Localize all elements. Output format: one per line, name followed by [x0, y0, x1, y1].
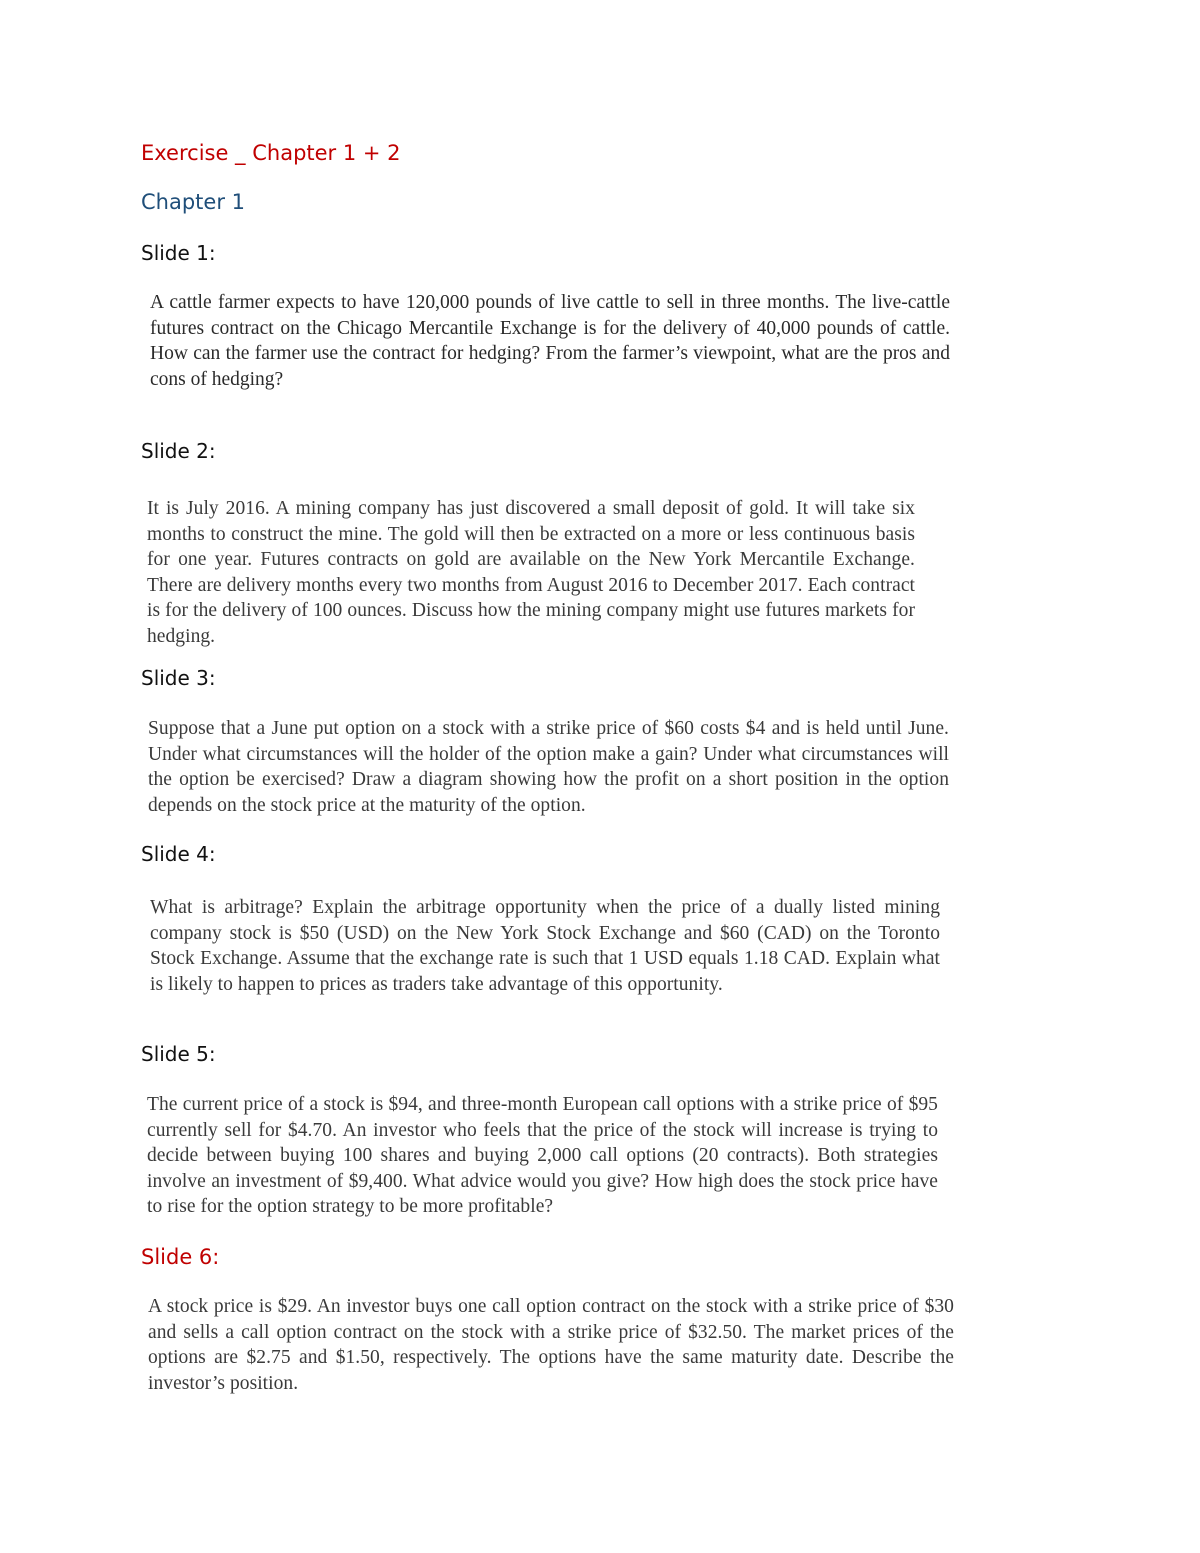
- slide-1-label: Slide 1:: [141, 241, 216, 265]
- slide-6-text: A stock price is $29. An investor buys one call option contract on the stock with a strike price of $30 and sells a call option contract on the stock with a strike price of $32.50. The market prices of the options are $2.75 and $1.50, respectively. The options have the same maturity date. Describe the investor’s position.: [148, 1296, 954, 1394]
- slide-2-text: It is July 2016. A mining company has just discovered a small deposit of gold. It will take six months to construct the mine. The gold will then be extracted on a more or less continuous basis for one year. Futures contracts on gold are available on the New York Mercantile Exchange. There are delivery months every two months from August 2016 to December 2017. Each contract is for the delivery of 100 ounces. Discuss how the mining company might use futures markets for hedging.: [147, 498, 915, 647]
- document-title: Exercise _ Chapter 1 + 2: [141, 141, 401, 165]
- slide-6-label: Slide 6:: [141, 1245, 220, 1269]
- slide-5-text: The current price of a stock is $94, and three-month European call options with a strike price of $95 currently sell for $4.70. An investor who feels that the price of the stock will increase is trying to decide between buying 100 shares and buying 2,000 call options (20 contracts). Both strategies involve an investment of $9,400. What advice would you give? How high does the stock price have to rise for the option strategy to be more profitable?: [147, 1094, 938, 1217]
- slide-4-label: Slide 4:: [141, 842, 216, 866]
- chapter-heading: Chapter 1: [141, 190, 245, 214]
- slide-4-text: What is arbitrage? Explain the arbitrage opportunity when the price of a dually listed mining company stock is $50 (USD) on the New York Stock Exchange and $60 (CAD) on the Toronto Stock Exchange. Assume that the exchange rate is such that 1 USD equals 1.18 CAD. Explain what is likely to happen to prices as traders take advantage of this opportunity.: [150, 897, 940, 995]
- slide-3-text: Suppose that a June put option on a stock with a strike price of $60 costs $4 and is held until June. Under what circumstances will the holder of the option make a gain? Under what circumstances will the option be exercised? Draw a diagram showing how the profit on a short position in the option depends on the stock price at the maturity of the option.: [148, 718, 949, 816]
- slide-3-label: Slide 3:: [141, 666, 216, 690]
- slide-5-label: Slide 5:: [141, 1042, 216, 1066]
- slide-1-text: A cattle farmer expects to have 120,000 pounds of live cattle to sell in three months. The live-cattle futures contract on the Chicago Mercantile Exchange is for the delivery of 40,000 pounds of cattle. How can the farmer use the contract for hedging? From the farmer’s viewpoint, what are the pros and cons of hedging?: [150, 292, 950, 390]
- slide-2-label: Slide 2:: [141, 439, 216, 463]
